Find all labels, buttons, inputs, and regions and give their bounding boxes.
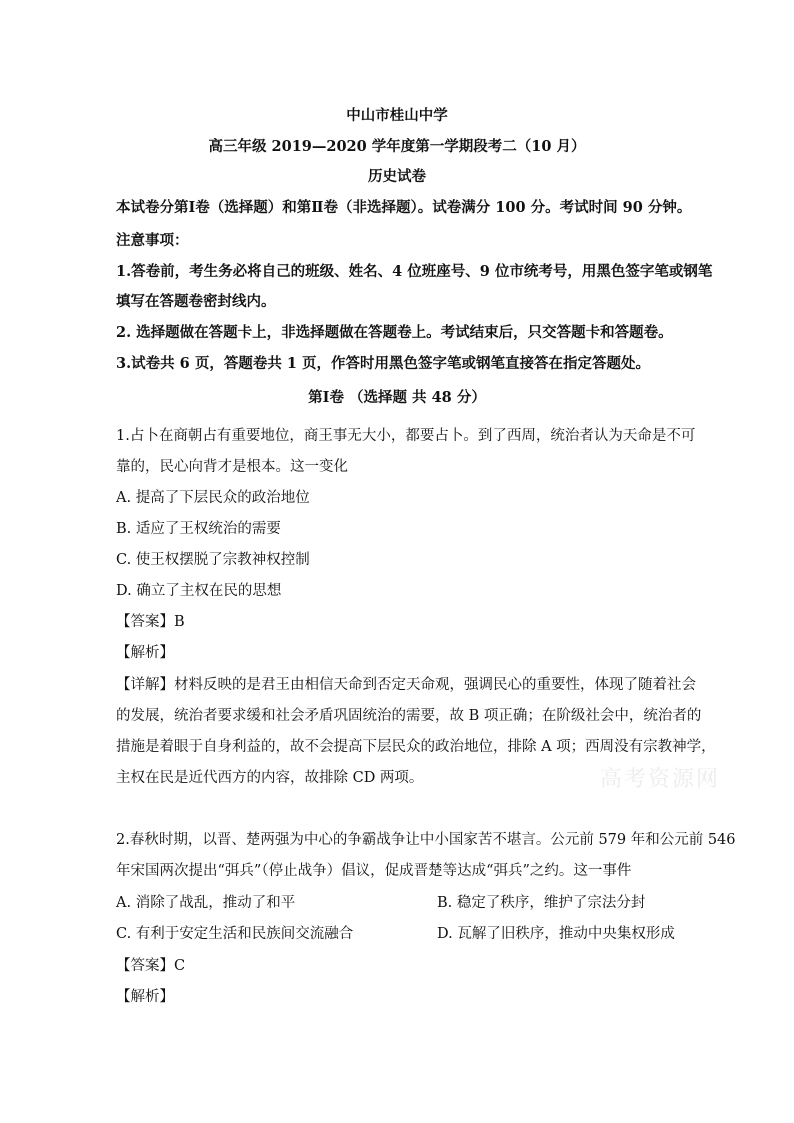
q1-stem: 1.占卜在商朝占有重要地位，商王事无大小，都要占卜。到了西周，统治者认为天命是不可 — [116, 428, 696, 444]
q1-detail-line-1: 【详解】材料反映的是君王由相信天命到否定天命观，强调民心的重要性，体现了随着社会 — [116, 677, 696, 693]
subject-title: 历史试卷 — [368, 168, 426, 185]
q1-detail-line-3: 措施是着眼于自身利益的，故不会提高下层民众的政治地位，排除 A 项；西周没有宗教神学， — [116, 739, 716, 755]
notice-item-2: 2. 选择题做在答题卡上，非选择题做在答题卷上。考试结束后，只交答题卡和答题卷。 — [116, 324, 673, 341]
q2-answer: 【答案】C — [116, 958, 186, 974]
q1-stem-cont: 靠的，民心向背才是根本。这一变化 — [116, 459, 348, 475]
q1-option-b: B. 适应了王权统治的需要 — [116, 521, 281, 537]
q2-stem-cont: 年宋国两次提出“弭兵”（停止战争）倡议，促成晋楚等达成“弭兵”之约。这一事件 — [116, 863, 632, 879]
section-title: 第Ⅰ卷 （选择题 共 48 分） — [308, 389, 486, 406]
q1-option-c: C. 使王权摆脱了宗教神权控制 — [116, 552, 310, 568]
watermark: 高考资源网 — [600, 767, 721, 792]
exam-intro: 本试卷分第Ⅰ卷（选择题）和第Ⅱ卷（非选择题）。试卷满分 100 分。考试时间 90 分钟。 — [116, 199, 692, 216]
q1-detail-line-2: 的发展，统治者要求缓和社会矛盾巩固统治的需要，故 B 项正确；在阶级社会中，统治者的 — [116, 708, 702, 724]
q2-option-c: C. 有利于安定生活和民族间交流融合 — [116, 926, 354, 942]
notice-item-1: 1.答卷前，考生务必将自己的班级、姓名、4 位班座号、9 位市统考号，用黑色签字笔或钢笔 — [116, 263, 713, 280]
q2-stem: 2.春秋时期，以晋、楚两强为中心的争霸战争让中小国家苦不堪言。公元前 579 年和公元前 546 — [116, 832, 736, 848]
notice-item-1-cont: 填写在答题卷密封线内。 — [116, 293, 276, 310]
q1-analysis-label: 【解析】 — [116, 645, 174, 661]
q2-option-d: D. 瓦解了旧秩序，推动中央集权形成 — [437, 926, 675, 942]
q2-analysis-label: 【解析】 — [116, 989, 174, 1005]
q1-option-a: A. 提高了下层民众的政治地位 — [116, 490, 310, 506]
q2-option-b: B. 稳定了秩序，维护了宗法分封 — [437, 895, 646, 911]
exam-title: 高三年级 2019—2020 学年度第一学期段考二（10 月） — [208, 138, 586, 155]
q1-option-d: D. 确立了主权在民的思想 — [116, 583, 282, 599]
q1-answer: 【答案】B — [116, 614, 185, 630]
q2-option-a: A. 消除了战乱，推动了和平 — [116, 895, 296, 911]
school-title: 中山市桂山中学 — [346, 107, 448, 124]
q1-detail-line-4: 主权在民是近代西方的内容，故排除 CD 两项。 — [116, 770, 424, 786]
notice-title: 注意事项： — [116, 232, 189, 249]
notice-item-3: 3.试卷共 6 页，答题卷共 1 页，作答时用黑色签字笔或钢笔直接答在指定答题处。 — [116, 355, 651, 372]
